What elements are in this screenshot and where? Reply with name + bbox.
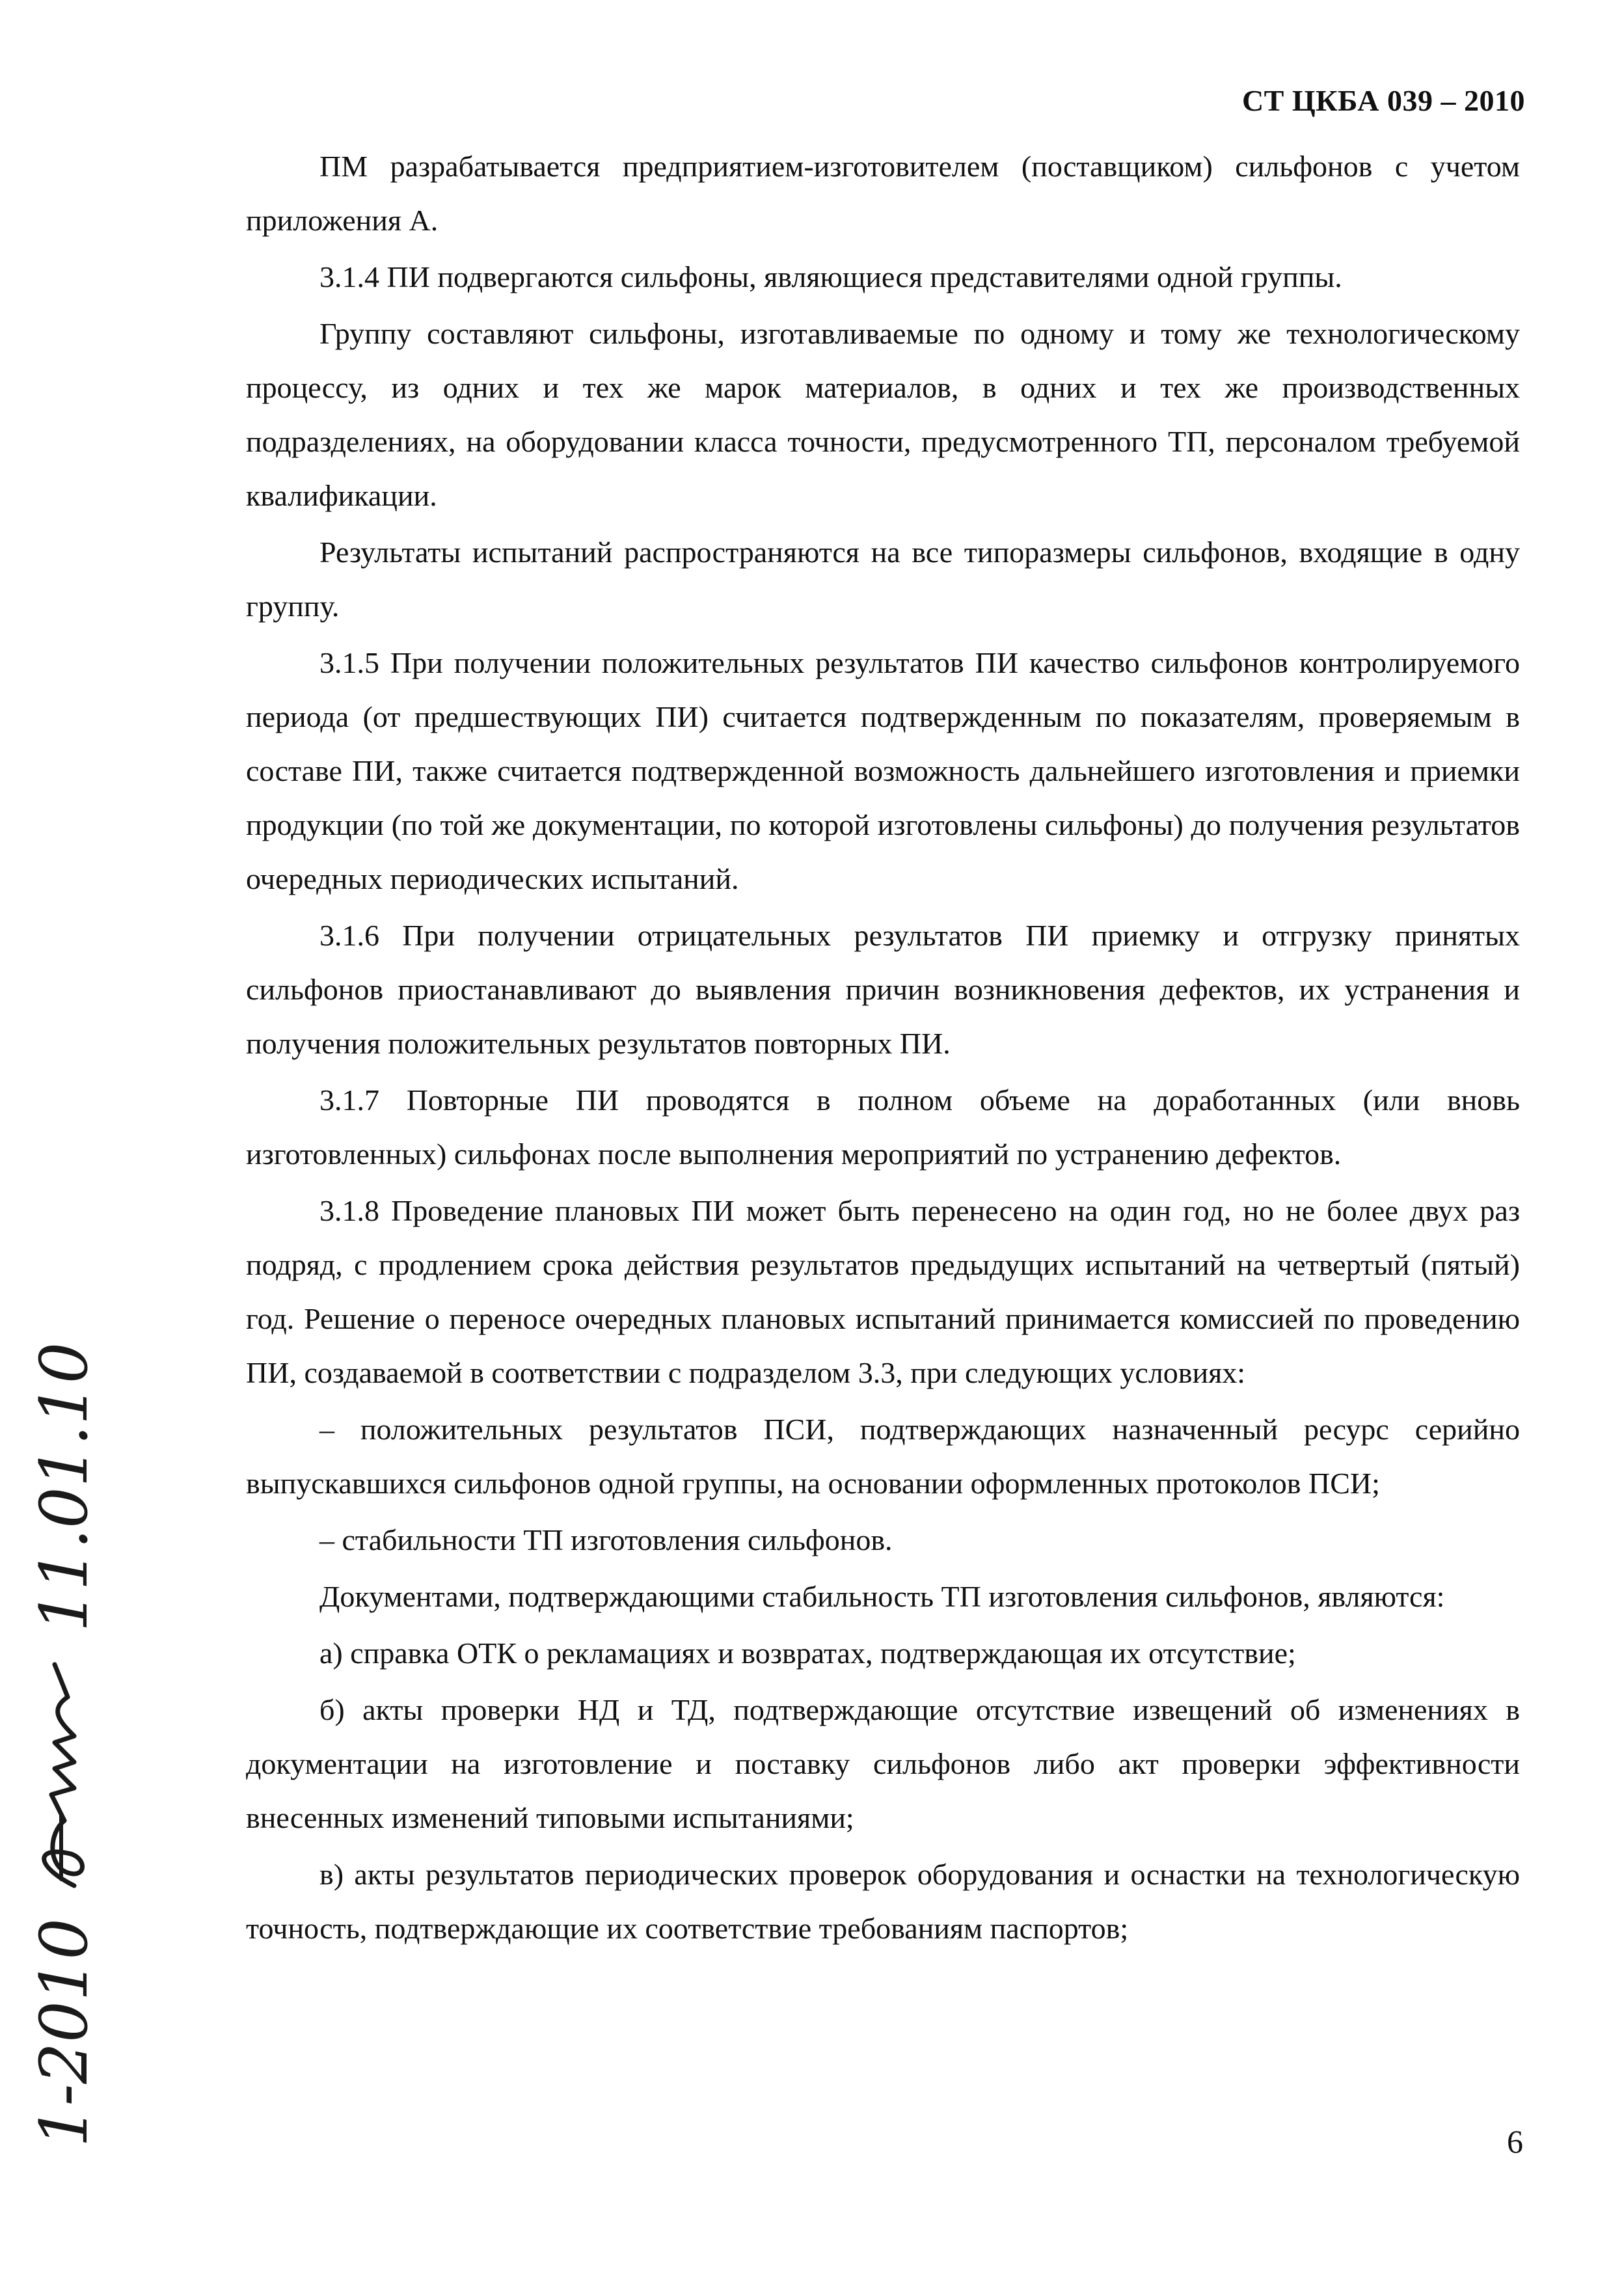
paragraph: а) справка ОТК о рекламациях и возвратах, подтверждающая их отсутствие; [319,1636,1296,1670]
paragraph: Результаты испытаний распространяются на все типоразмеры сильфонов, входящие в одну группу. [246,536,1520,623]
paragraph: б) акты проверки НД и ТД, подтверждающие отсутствие извещений об изменениях в документации на изготовление и поставку сильфонов либо акт проверки эффективности внесенных изменений типовыми испытаниями; [246,1693,1520,1834]
paragraph: Группу составляют сильфоны, изготавливаемые по одному и тому же технологическому процессу, из одних и тех же марок материалов, в одних и тех же производственных подразделениях, на оборудовании класса точности, предусмотренного ТП, персоналом требуемой квалификации. [246,317,1520,512]
handwritten-margin-note [26,1342,102,2147]
paragraph: 3.1.8 Проведение плановых ПИ может быть перенесено на один год, но не более двух раз подряд, с продлением срока действия результатов предыдущих испытаний на четвертый (пятый) год. Решение о переносе очередных плановых испытаний принимается комиссией по проведению ПИ, создаваемой в соответствии с подразделом 3.3, при следующих условиях: [246,1194,1520,1389]
paragraph: – положительных результатов ПСИ, подтверждающих назначенный ресурс серийно выпускавшихся сильфонов одной группы, на основании оформленных протоколов ПСИ; [246,1413,1520,1500]
page-number: 6 [1507,2123,1523,2160]
paragraph: в) акты результатов периодических проверок оборудования и оснастки на технологическую точность, подтверждающие их соответствие требованиям паспортов; [246,1858,1520,1945]
body-text [246,139,1520,1958]
document-code-header: СТ ЦКБА 039 – 2010 [1241,84,1525,117]
paragraph: – стабильности ТП изготовления сильфонов. [319,1523,893,1556]
paragraph: 3.1.4 ПИ подвергаются сильфоны, являющиеся представителями одной группы. [319,260,1342,293]
paragraph: ПМ разрабатывается предприятием-изготовителем (поставщиком) сильфонов с учетом приложения А. [246,150,1520,237]
margin-note-left: 1-2010 [26,1918,102,2147]
paragraph: 3.1.5 При получении положительных результатов ПИ качество сильфонов контролируемого периода (от предшествующих ПИ) считается подтвержденным по показателям, проверяемым в составе ПИ, также считается подтвержденной возможность дальнейшего изготовления и приемки продукции (по той же документации, по которой изготовлены сильфоны) до получения результатов очередных периодических испытаний. [246,646,1520,895]
paragraph: 3.1.7 Повторные ПИ проводятся в полном объеме на доработанных (или вновь изготовленных) сильфонах после выполнения мероприятий по устранению дефектов. [246,1083,1520,1171]
paragraph: 3.1.6 При получении отрицательных результатов ПИ приемку и отгрузку принятых сильфонов приостанавливают до выявления причин возникновения дефектов, их устранения и получения положительных результатов повторных ПИ. [246,919,1520,1060]
signature-icon [29,1658,100,1892]
margin-note-date: 11.01.10 [26,1342,102,1633]
paragraph: Документами, подтверждающими стабильность ТП изготовления сильфонов, являются: [319,1580,1445,1613]
